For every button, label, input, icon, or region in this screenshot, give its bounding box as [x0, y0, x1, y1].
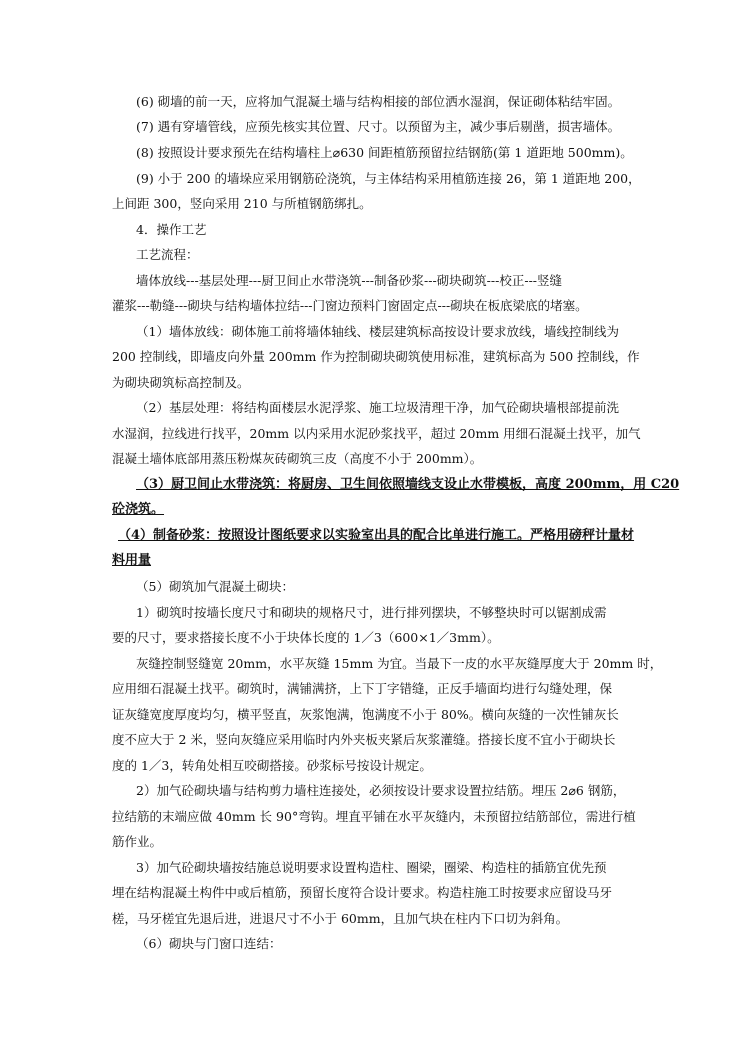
text-line: 1）砌筑时按墙长度尺寸和砌块的规格尺寸，进行排列摆块，不够整块时可以锯割成需 [136, 605, 607, 620]
bold-text-line: （3）厨卫间止水带浇筑：将厨房、卫生间依照墙线支设止水带模板，高度 200mm，用 C20 [136, 477, 680, 492]
text-line: 为砌块砌筑标高控制及。 [112, 375, 250, 390]
text-line: （6）砌块与门窗口连结： [136, 936, 282, 951]
bold-text-line: 砼浇筑。 [112, 502, 165, 517]
text-line: 要的尺寸，要求搭接长度不小于块体长度的 1／3（600×1／3mm）。 [112, 630, 500, 645]
text-line: 灰缝控制竖缝宽 20mm，水平灰缝 15mm 为宜。当最下一皮的水平灰缝厚度大于 20mm 时， [136, 656, 663, 671]
text-line: （1）墙体放线：砌体施工前将墙体轴线、楼层建筑标高按设计要求放线，墙线控制线为 [136, 324, 619, 339]
text-line: 应用细石混凝土找平。砌筑时，满铺满挤，上下丁字错缝，正反手墙面均进行勾缝处理，保 [112, 681, 613, 696]
text-line: (8) 按照设计要求预先在结构墙柱上⌀630 间距植筋预留拉结钢筋(第 1 道距地 500mm)。 [136, 145, 633, 160]
text-line: （5）砌筑加气混凝土砌块： [136, 579, 294, 594]
text-line: 灌浆---勒缝---砌块与结构墙体拉结---门窗边预料门窗固定点---砌块在板底梁底的堵塞。 [112, 298, 588, 313]
bold-text-line: （4）制备砂浆：按照设计图纸要求以实验室出具的配合比单进行施工。严格用磅秤计量材 [118, 528, 635, 543]
bold-text-line: 料用量 [112, 553, 152, 568]
text-line: 拉结筋的末端应做 40mm 长 90°弯钩。埋直平铺在水平灰缝内，未预留拉结筋部位，需进行植 [112, 809, 636, 824]
text-line: 混凝土墙体底部用蒸压粉煤灰砖砌筑三皮（高度不小于 200mm）。 [112, 451, 483, 466]
text-line: 水湿润，拉线进行找平，20mm 以内采用水泥砂浆找平，超过 20mm 用细石混凝土找平，加气 [112, 426, 641, 441]
text-line: 2）加气砼砌块墙与结构剪力墙柱连接处，必须按设计要求设置拉结筋。埋压 2⌀6 钢筋， [136, 783, 626, 798]
text-line: 200 控制线，即墙皮向外量 200mm 作为控制砌块砌筑使用标准，建筑标高为 500 控制线，作 [112, 349, 640, 364]
text-line: (7) 遇有穿墙管线，应预先核实其位置、尺寸。以预留为主，减少事后剔凿，损害墙体。 [136, 119, 621, 134]
text-line: (9) 小于 200 的墙垛应采用钢筋砼浇筑，与主体结构采用植筋连接 26，第 1 道距地 200， [136, 171, 641, 186]
text-line: （2）基层处理：将结构面楼层水泥浮浆、施工垃圾清理干净，加气砼砌块墙根部提前洗 [136, 400, 619, 415]
section-heading: 4．操作工艺 [136, 222, 207, 237]
text-line: 3）加气砼砌块墙按结施总说明要求设置构造柱、圈梁，圈梁、构造柱的插筋宜优先预 [136, 860, 607, 875]
text-line: 筋作业。 [112, 834, 163, 849]
text-line: 工艺流程： [136, 247, 199, 262]
text-line: 上间距 300，竖向采用 210 与所植钢筋绑扎。 [112, 196, 372, 211]
text-line: 埋在结构混凝土构件中或后植筋，预留长度符合设计要求。构造柱施工时按要求应留设马牙 [112, 885, 613, 900]
text-line: 墙体放线---基层处理---厨卫间止水带浇筑---制备砂浆---砌块砌筑---校正---竖缝 [136, 273, 563, 288]
text-line: 证灰缝宽度厚度均匀，横平竖直，灰浆饱满，饱满度不小于 80%。横向灰缝的一次性铺灰长 [112, 707, 619, 722]
text-line: 槎，马牙槎宜先退后进，进退尺寸不小于 60mm，且加气块在柱内下口切为斜角。 [112, 911, 569, 926]
text-line: 度不应大于 2 米，竖向灰缝应采用临时内外夹板夹紧后灰浆灌缝。搭接长度不宜小于砌块长 [112, 732, 616, 747]
text-line: (6) 砌墙的前一天，应将加气混凝土墙与结构相接的部位洒水湿润，保证砌体粘结牢固。 [136, 94, 621, 109]
text-line: 度的 1／3，转角处相互咬砌搭接。砂浆标号按设计规定。 [112, 758, 432, 773]
